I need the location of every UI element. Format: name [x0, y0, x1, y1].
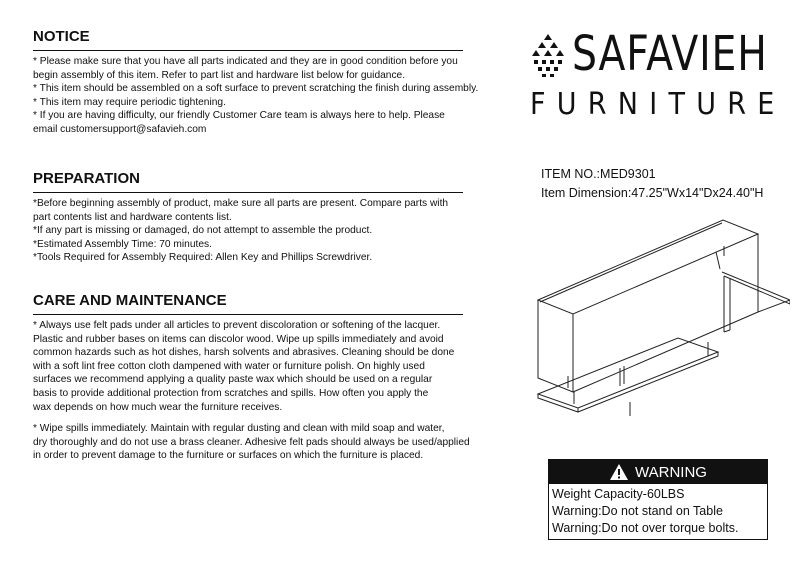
preparation-title: PREPARATION	[33, 170, 140, 187]
item-dimension: Item Dimension:47.25"Wx14"Dx24.40"H	[541, 186, 764, 200]
preparation-line: *Estimated Assembly Time: 70 minutes.	[33, 238, 212, 250]
notice-title: NOTICE	[33, 28, 90, 45]
care-line: * Wipe spills immediately. Maintain with regular dusting and clean with mild soap and water,	[33, 423, 445, 435]
warning-body	[549, 484, 767, 539]
care-section	[33, 292, 503, 463]
notice-divider	[33, 50, 463, 51]
paragraph-gap	[33, 414, 503, 422]
care-line: Plastic and rubber bases on items can discolor wood. Wipe up spills immediately and avoid	[33, 333, 444, 345]
notice-line: * This item may require periodic tightening.	[33, 96, 226, 108]
warning-triangle-icon	[609, 463, 629, 481]
care-line: with a soft lint free cotton cloth dampened with water or furniture polish. On highly used	[33, 360, 425, 372]
brand-name: SAFAVIEH	[572, 26, 768, 82]
care-line: wax depends on how much wear the furniture receives.	[33, 401, 283, 413]
warning-title: WARNING	[635, 463, 707, 481]
care-line: * Always use felt pads under all articles to prevent discoloration or softening of the lacquer.	[33, 320, 441, 331]
care-line: surfaces we recommend applying a quality paste wax which should be used on a regular	[33, 374, 433, 386]
care-line: in order to prevent damage to the furniture or surfaces on which the furniture is placed.	[33, 450, 424, 462]
preparation-line: *If any part is missing or damaged, do not attempt to assemble the product.	[33, 225, 373, 237]
notice-line: * This item should be assembled on a soft surface to prevent scratching the finish during assembly.	[33, 83, 479, 95]
preparation-line: *Tools Required for Assembly Required: Allen Key and Phillips Screwdriver.	[33, 252, 373, 264]
warning-line: Warning:Do not stand on Table	[552, 504, 723, 518]
notice-section	[33, 28, 503, 137]
item-info	[541, 165, 801, 203]
care-line: common hazards such as hot dishes, harsh solvents and abrasives. Cleaning should be done	[33, 347, 455, 359]
preparation-line: part contents list and hardware contents list.	[33, 211, 232, 223]
furniture-drawing	[528, 212, 790, 432]
notice-line: * Please make sure that you have all parts indicated and they are in good condition before you	[33, 56, 458, 67]
care-title: CARE AND MAINTENANCE	[33, 292, 227, 309]
warning-line: Warning:Do not over torque bolts.	[552, 521, 739, 535]
brand-subtitle: FURNITURE	[530, 87, 786, 122]
triangle-dots-icon	[528, 32, 568, 78]
warning-box	[548, 459, 768, 540]
preparation-divider	[33, 192, 463, 193]
notice-line: begin assembly of this item. Refer to part list and hardware list below for guidance.	[33, 69, 406, 81]
notice-line: * If you are having difficulty, our friendly Customer Care team is always here to help. Please	[33, 110, 445, 122]
warning-header	[549, 460, 767, 484]
notice-line: email customersupport@safavieh.com	[33, 123, 207, 135]
preparation-line: *Before beginning assembly of product, make sure all parts are present. Compare parts with	[33, 198, 449, 209]
preparation-section	[33, 170, 503, 265]
warning-line: Weight Capacity-60LBS	[552, 487, 685, 501]
item-number: ITEM NO.:MED9301	[541, 167, 656, 181]
care-line: basis to provide additional protection from scratches and spills. How often you apply the	[33, 387, 429, 399]
care-divider	[33, 314, 463, 315]
care-line: dry thoroughly and do not use a brass cleaner. Adhesive felt pads should always be used/applied	[33, 436, 470, 448]
brand-logo	[528, 26, 788, 130]
